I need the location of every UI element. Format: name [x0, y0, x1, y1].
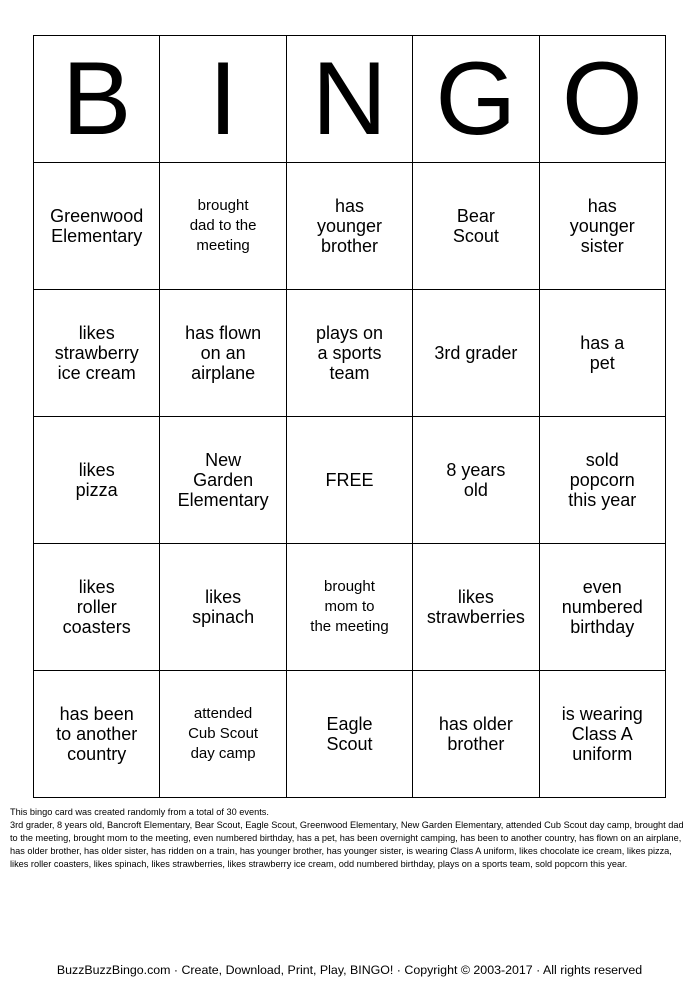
bingo-cell: [413, 417, 539, 544]
header-letter-n: N: [286, 36, 412, 163]
bingo-cell-text: likes roller coasters: [62, 577, 131, 637]
bingo-cell: [160, 417, 286, 544]
bingo-row-4: [34, 544, 666, 671]
bingo-cell-text: likes strawberry ice cream: [54, 323, 139, 383]
bingo-cell: [413, 163, 539, 290]
bingo-cell-text: has older brother: [438, 714, 513, 754]
card-generation-note: [10, 806, 686, 871]
free-space-text: FREE: [325, 470, 374, 490]
bingo-cell: [539, 671, 665, 798]
bingo-cell-text: has younger brother: [316, 196, 382, 256]
bingo-cell: [539, 290, 665, 417]
bingo-cell-text: 8 years old: [446, 460, 506, 500]
bingo-cell: [286, 163, 412, 290]
bingo-cell-text: brought mom to the meeting: [310, 578, 389, 635]
bingo-cell-text: 3rd grader: [434, 343, 518, 363]
bingo-cell-text: New Garden Elementary: [177, 450, 269, 510]
bingo-cell-text: Eagle Scout: [326, 714, 373, 754]
bingo-cell: [34, 290, 160, 417]
header-letter-g: G: [413, 36, 539, 163]
header-letter-o: O: [539, 36, 665, 163]
bingo-cell: [160, 290, 286, 417]
bingo-cell: [34, 671, 160, 798]
bingo-cell: [286, 290, 412, 417]
bingo-cell: [160, 671, 286, 798]
bingo-cell-text: Bear Scout: [452, 206, 499, 246]
bingo-cell-text: likes pizza: [75, 460, 118, 500]
bingo-cell-text: plays on a sports team: [315, 323, 383, 383]
bingo-cell-text: Greenwood Elementary: [50, 206, 144, 246]
bingo-cell-text: likes strawberries: [426, 587, 525, 627]
bingo-cell: [34, 163, 160, 290]
bingo-cell: [160, 544, 286, 671]
bingo-row-5: [34, 671, 666, 798]
page-footer: BuzzBuzzBingo.com · Create, Download, Print, Play, BINGO! · Copyright © 2003-2017 · All rights reserved: [56, 963, 643, 977]
bingo-cell: [286, 671, 412, 798]
bingo-cell-text: has flown on an airplane: [185, 323, 262, 383]
bingo-cell: [286, 544, 412, 671]
bingo-cell-text: brought dad to the meeting: [189, 197, 257, 254]
bingo-row-1: [34, 163, 666, 290]
bingo-cell-text: has younger sister: [569, 196, 635, 256]
bingo-cell-text: even numbered birthday: [561, 577, 643, 637]
free-space-cell: [286, 417, 412, 544]
bingo-cell-text: likes spinach: [192, 587, 255, 627]
bingo-cell: [413, 544, 539, 671]
note-event-list: 3rd grader, 8 years old, Bancroft Elementary, Bear Scout, Eagle Scout, Greenwood Elementary, New Garden Elementary, attended Cub Scout day camp, brought dad to the meeting, brought mom to the meeting, even numbered birthday, has a pet, has been overnight camping, has been to another country, has flown on an airplane, has older brother, has older sister, has ridden on a train, has younger brother, has younger sister, is wearing Class A uniform, likes chocolate ice cream, likes pizza, likes roller coasters, likes spinach, likes strawberries, likes strawberry ice cream, odd numbered birthday, plays on a sports team, sold popcorn this year.: [10, 820, 684, 869]
header-letter-b: B: [34, 36, 160, 163]
bingo-header-row: [34, 36, 666, 163]
bingo-cell: [34, 544, 160, 671]
bingo-card: [33, 35, 666, 798]
bingo-cell-text: sold popcorn this year: [568, 450, 637, 510]
bingo-cell-text: has been to another country: [56, 704, 138, 764]
bingo-cell: [160, 163, 286, 290]
bingo-cell: [539, 544, 665, 671]
note-summary: This bingo card was created randomly from a total of 30 events.: [10, 807, 269, 817]
bingo-cell: [34, 417, 160, 544]
bingo-row-2: [34, 290, 666, 417]
bingo-cell: [413, 671, 539, 798]
bingo-cell: [539, 163, 665, 290]
bingo-cell: [413, 290, 539, 417]
bingo-cell-text: is wearing Class A uniform: [561, 704, 643, 764]
bingo-row-3: [34, 417, 666, 544]
bingo-cell: [539, 417, 665, 544]
header-letter-i: I: [160, 36, 286, 163]
bingo-cell-text: has a pet: [580, 333, 625, 373]
bingo-cell-text: attended Cub Scout day camp: [188, 705, 259, 762]
